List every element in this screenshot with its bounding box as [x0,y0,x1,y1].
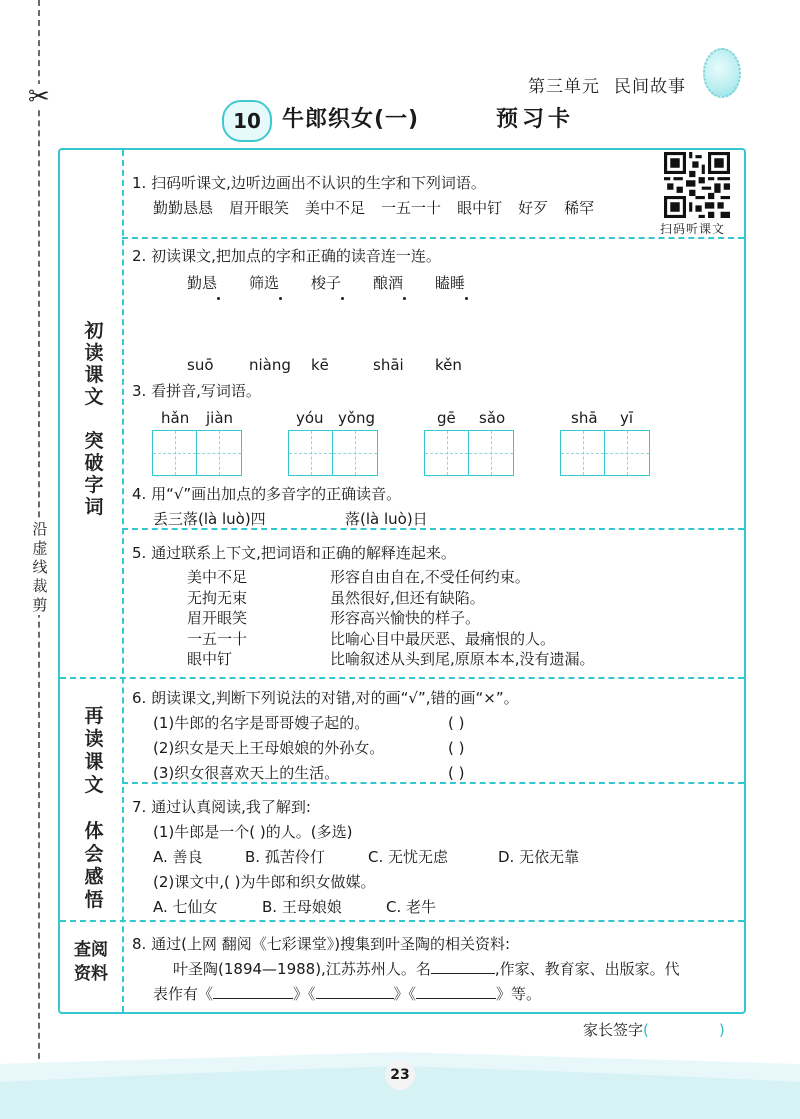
word-text: 梭子 [311,273,373,294]
definition[interactable]: 形容自由自在,不受任何约束。 [330,568,530,586]
page-number: 23 [385,1060,415,1090]
definition[interactable]: 比喻叙述从头到尾,原原本本,没有遗漏。 [330,650,595,668]
q6-statement: (1)牛郎的名字是哥哥嫂子起的。 [153,714,370,732]
pinyin: jiàn [206,409,234,427]
q2-text: 2. 初读课文,把加点的字和正确的读音连一连。 [132,247,441,265]
word: 美中不足 [305,199,366,217]
unit-name: 第三单元 [528,77,600,97]
text: 》《 [393,985,417,1003]
qr-code-icon[interactable] [662,152,732,218]
label-divider [122,150,124,1012]
pinyin: gē [437,409,456,427]
q2-pinyin [187,355,497,376]
q2-words [187,273,497,294]
text: 叶圣陶(1894—1988),江苏苏州人。名 [173,960,431,978]
word: 一五一十 [381,199,442,217]
pinyin: yǒng [338,409,376,427]
q6-answer-blank[interactable]: ( ) [448,739,465,757]
word: 勤勤恳恳 [153,199,214,217]
option[interactable]: D. 无依无靠 [498,848,580,866]
qr-caption: 扫码听课文 [660,222,726,236]
pinyin: yóu [296,409,324,427]
word-text: 筛选 [249,273,311,294]
q8-text: 8. 通过(上网 翻阅《七彩课堂》)搜集到叶圣陶的相关资料: [132,935,511,953]
term[interactable]: 一五一十 [187,629,248,648]
option[interactable]: C. 无忧无虑 [368,848,449,866]
option[interactable]: C. 老牛 [386,898,437,916]
signature-bracket: ) [718,1021,725,1039]
pinyin: niàng [249,356,291,374]
pinyin: kē [311,356,329,374]
writing-grid[interactable] [152,430,242,476]
lesson-title: 牛郎织女(一) [282,107,420,132]
q1-text: 1. 扫码听课文,边听边画出不认识的生字和下列词语。 [132,174,486,192]
q6-answer-blank[interactable]: ( ) [448,714,465,732]
section-label-research [60,938,122,998]
q6-statement: (2)织女是天上王母娘娘的外孙女。 [153,739,385,757]
definition[interactable]: 虽然很好,但还有缺陷。 [330,588,485,607]
option[interactable]: B. 王母娘娘 [262,898,342,916]
decorative-blob-icon [703,48,741,98]
q6-answer-blank[interactable]: ( ) [448,764,465,782]
word: 稀罕 [564,199,595,217]
word [311,273,373,294]
pinyin: shāi [373,356,404,374]
answer-blank[interactable] [416,984,496,999]
pinyin: shā [571,409,598,427]
section-divider [60,920,744,922]
text: 》等。 [496,985,542,1003]
q7-sub2[interactable]: (2)课文中,( )为牛郎和织女做媒。 [153,873,376,891]
word: 眼中钉 [457,199,503,217]
text: 表作有《 [153,985,214,1003]
pinyin: kěn [435,356,462,374]
word [187,273,249,294]
term[interactable]: 无拘无束 [187,588,248,607]
term[interactable]: 美中不足 [187,568,248,586]
term[interactable]: 眉开眼笑 [187,609,248,627]
unit-topic: 民间故事 [614,77,686,97]
q8-line1 [173,959,680,980]
signature-bracket: ( [643,1021,649,1039]
definition[interactable]: 形容高兴愉快的样子。 [330,609,481,627]
writing-grid[interactable] [288,430,378,476]
pinyin: hǎn [161,409,190,427]
answer-blank[interactable] [316,984,394,999]
word [435,273,497,294]
section-label-reading [60,320,122,520]
section-label-text: 初 读 课 文 突 破 字 词 [84,320,104,518]
pinyin: suō [187,356,214,374]
word-text: 瞌睡 [435,273,497,294]
scissors-icon: ✂ [28,82,50,112]
word: 好歹 [518,199,549,217]
option[interactable]: A. 七仙女 [153,898,218,916]
q8-line2 [153,984,541,1005]
q1-words [153,198,610,219]
definition[interactable]: 比喻心目中最厌恶、最痛恨的人。 [330,629,556,648]
word-text: 酿酒 [373,273,435,294]
parent-signature[interactable] [583,1019,725,1040]
q4-text: 4. 用“√”画出加点的多音字的正确读音。 [132,485,402,503]
word [249,273,311,294]
text: ,作家、教育家、出版家。代 [494,960,680,978]
text: 》《 [293,985,316,1003]
word-text: 勤恳 [187,273,249,294]
answer-blank[interactable] [213,984,293,999]
option[interactable]: A. 善良 [153,848,203,866]
section-label-rereading [60,705,122,915]
q5-terms [187,567,247,670]
q5-text: 5. 通过联系上下文,把词语和正确的解释连起来。 [132,544,456,562]
q6-statement: (3)织女很喜欢天上的生活。 [153,764,340,782]
word [373,273,435,294]
pinyin: sǎo [479,409,506,427]
writing-grid[interactable] [560,430,650,476]
signature-label: 家长签字 [583,1021,644,1039]
term[interactable]: 眼中钉 [187,650,233,668]
section-divider [60,677,744,679]
q3-text: 3. 看拼音,写词语。 [132,382,261,400]
q5-definitions [330,567,595,670]
answer-blank[interactable] [431,959,495,974]
option[interactable]: B. 孤苦伶仃 [245,848,325,866]
q6-text: 6. 朗读课文,判断下列说法的对错,对的画“√”,错的画“×”。 [132,689,519,707]
q4-item1[interactable]: 丢三落(là luò)四 [153,510,266,528]
card-title: 预习卡 [496,107,575,132]
cut-label: 沿虚线裁剪 [30,520,50,615]
section-label-text: 查阅 资料 [74,940,108,984]
lesson-number: 10 [222,100,272,142]
writing-grid[interactable] [424,430,514,476]
q7-sub1[interactable]: (1)牛郎是一个( )的人。(多选) [153,823,353,841]
word: 眉开眼笑 [229,199,290,217]
section-label-text: 再 读 课 文 体 会 感 悟 [84,705,104,911]
divider [122,237,744,239]
pinyin: yī [620,409,634,427]
unit-header [528,72,700,97]
q7-text: 7. 通过认真阅读,我了解到: [132,798,311,816]
q4-item2[interactable]: 落(là luò)日 [345,510,428,528]
